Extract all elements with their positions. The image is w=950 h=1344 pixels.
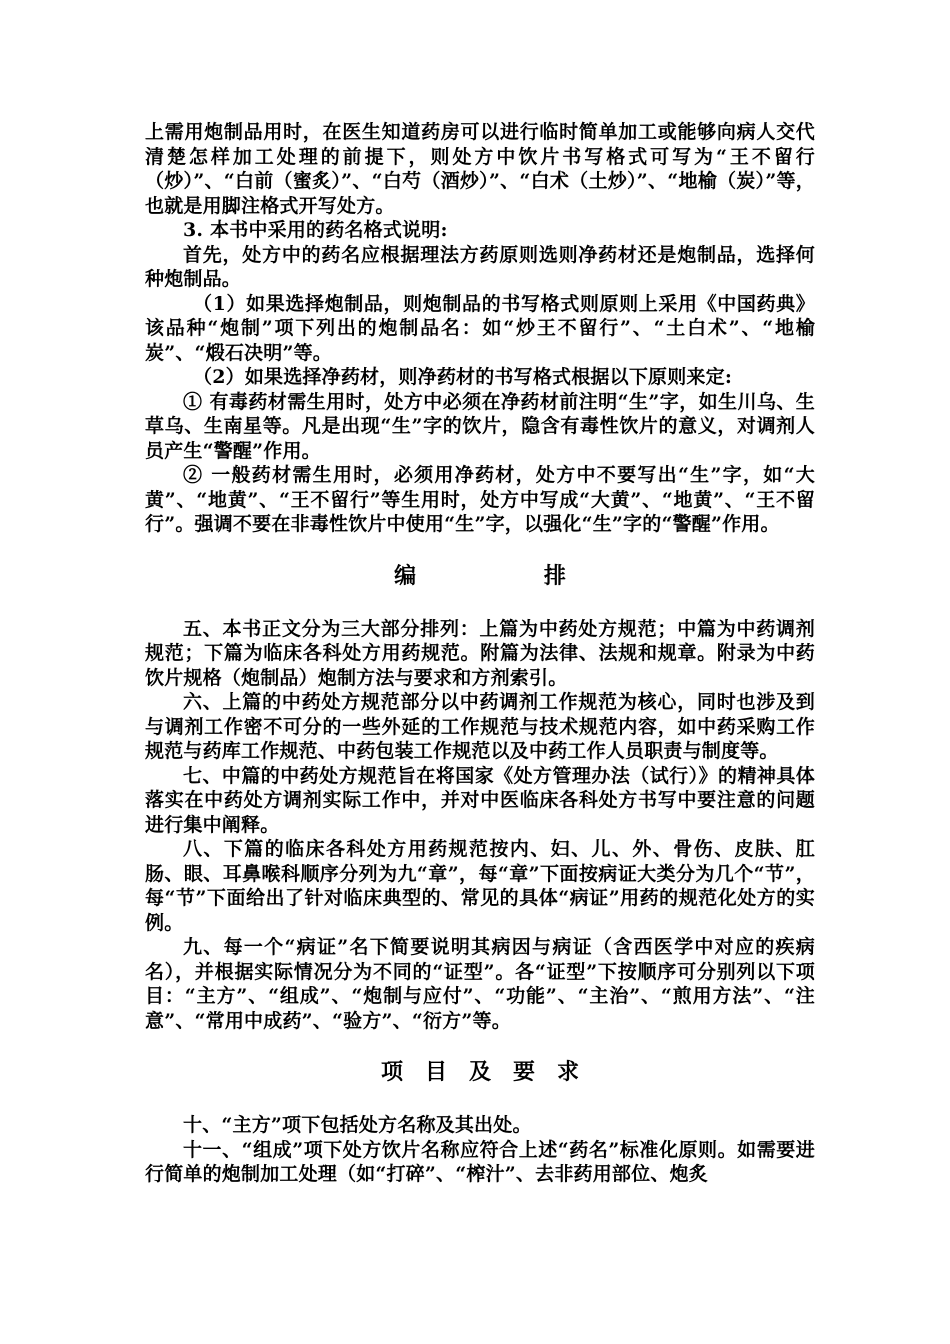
paragraph: （1）如果选择炮制品，则炮制品的书写格式则原则上采用《中国药典》该品种“炮制”项下列出的炮制品名：如“炒王不留行”、“土白术”、“地榆炭”、“煅石决明”等。 <box>145 292 815 364</box>
section-heading-arrangement: 编 排 <box>394 562 626 589</box>
paragraph: 首先，处方中的药名应根据理法方药原则选则净药材还是炮制品，选择何种炮制品。 <box>145 243 815 290</box>
paragraph: 九、每一个“病证”名下简要说明其病因与病证（含西医学中对应的疾病名），并根据实际情况分为不同的“证型”。各“证型”下按顺序可分别列以下项目：“主方”、“组成”、“炮制与应付”、“功能”、“主治”、“煎用方法”、“注意”、“常用中成药”、“验方”、“衍方”等。 <box>145 936 815 1032</box>
paragraph: 上需用炮制品用时，在医生知道药房可以进行临时简单加工或能够向病人交代清楚怎样加工处理的前提下，则处方中饮片书写格式可写为“王不留行（炒）”、“白前（蜜炙）”、“白芍（酒炒）”、“白术（土炒）”、“地榆（炭）”等，也就是用脚注格式开写处方。 <box>145 121 815 217</box>
document-page <box>145 120 815 1187</box>
paragraph: 六、上篇的中药处方规范部分以中药调剂工作规范为核心，同时也涉及到与调剂工作密不可分的一些外延的工作规范与技术规范内容，如中药采购工作规范与药库工作规范、中药包装工作规范以及中药工作人员职责与制度等。 <box>145 691 815 762</box>
section-heading-items-requirements: 项目及要求 <box>380 1059 601 1085</box>
paragraph: 十、“主方”项下包括处方名称及其出处。 <box>183 1114 532 1136</box>
paragraph: ① 有毒药材需生用时，处方中必须在净药材前注明“生”字，如生川乌、生草乌、生南星等。凡是出现“生”字的饮片，隐含有毒性饮片的意义，对调剂人员产生“警醒”作用。 <box>145 390 815 462</box>
paragraph: （2）如果选择净药材，则净药材的书写格式根据以下原则来定: <box>193 366 733 388</box>
paragraph: 十一、“组成”项下处方饮片名称应符合上述“药名”标准化原则。如需要进行简单的炮制加工处理（如“打碎”、“榨汁”、去非药用部位、炮炙 <box>145 1138 815 1185</box>
paragraph: 八、下篇的临床各科处方用药规范按内、妇、儿、外、骨伤、皮肤、肛肠、眼、耳鼻喉科顺序分列为九“章”，每“章”下面按病证大类分为几个“节”，每“节”下面给出了针对临床典型的、常见的具体“病证”用药的规范化处方的实例。 <box>145 838 815 934</box>
paragraph: 3. 本书中采用的药名格式说明: <box>183 219 448 241</box>
paragraph: ② 一般药材需生用时，必须用净药材，处方中不要写出“生”字，如“大黄”、“地黄”、“王不留行”等生用时，处方中写成“大黄”、“地黄”、“王不留行”。强调不要在非毒性饮片中使用“生”字，以强化“生”字的“警醒”作用。 <box>145 464 815 535</box>
paragraph: 七、中篇的中药处方规范旨在将国家《处方管理办法（试行）》的精神具体落实在中药处方调剂实际工作中，并对中医临床各科处方书写中要注意的问题进行集中阐释。 <box>145 764 815 836</box>
paragraph: 五、本书正文分为三大部分排列：上篇为中药处方规范；中篇为中药调剂规范；下篇为临床各科处方用药规范。附篇为法律、法规和规章。附录为中药饮片规格（炮制品）炮制方法与要求和方剂索引。 <box>145 617 815 689</box>
